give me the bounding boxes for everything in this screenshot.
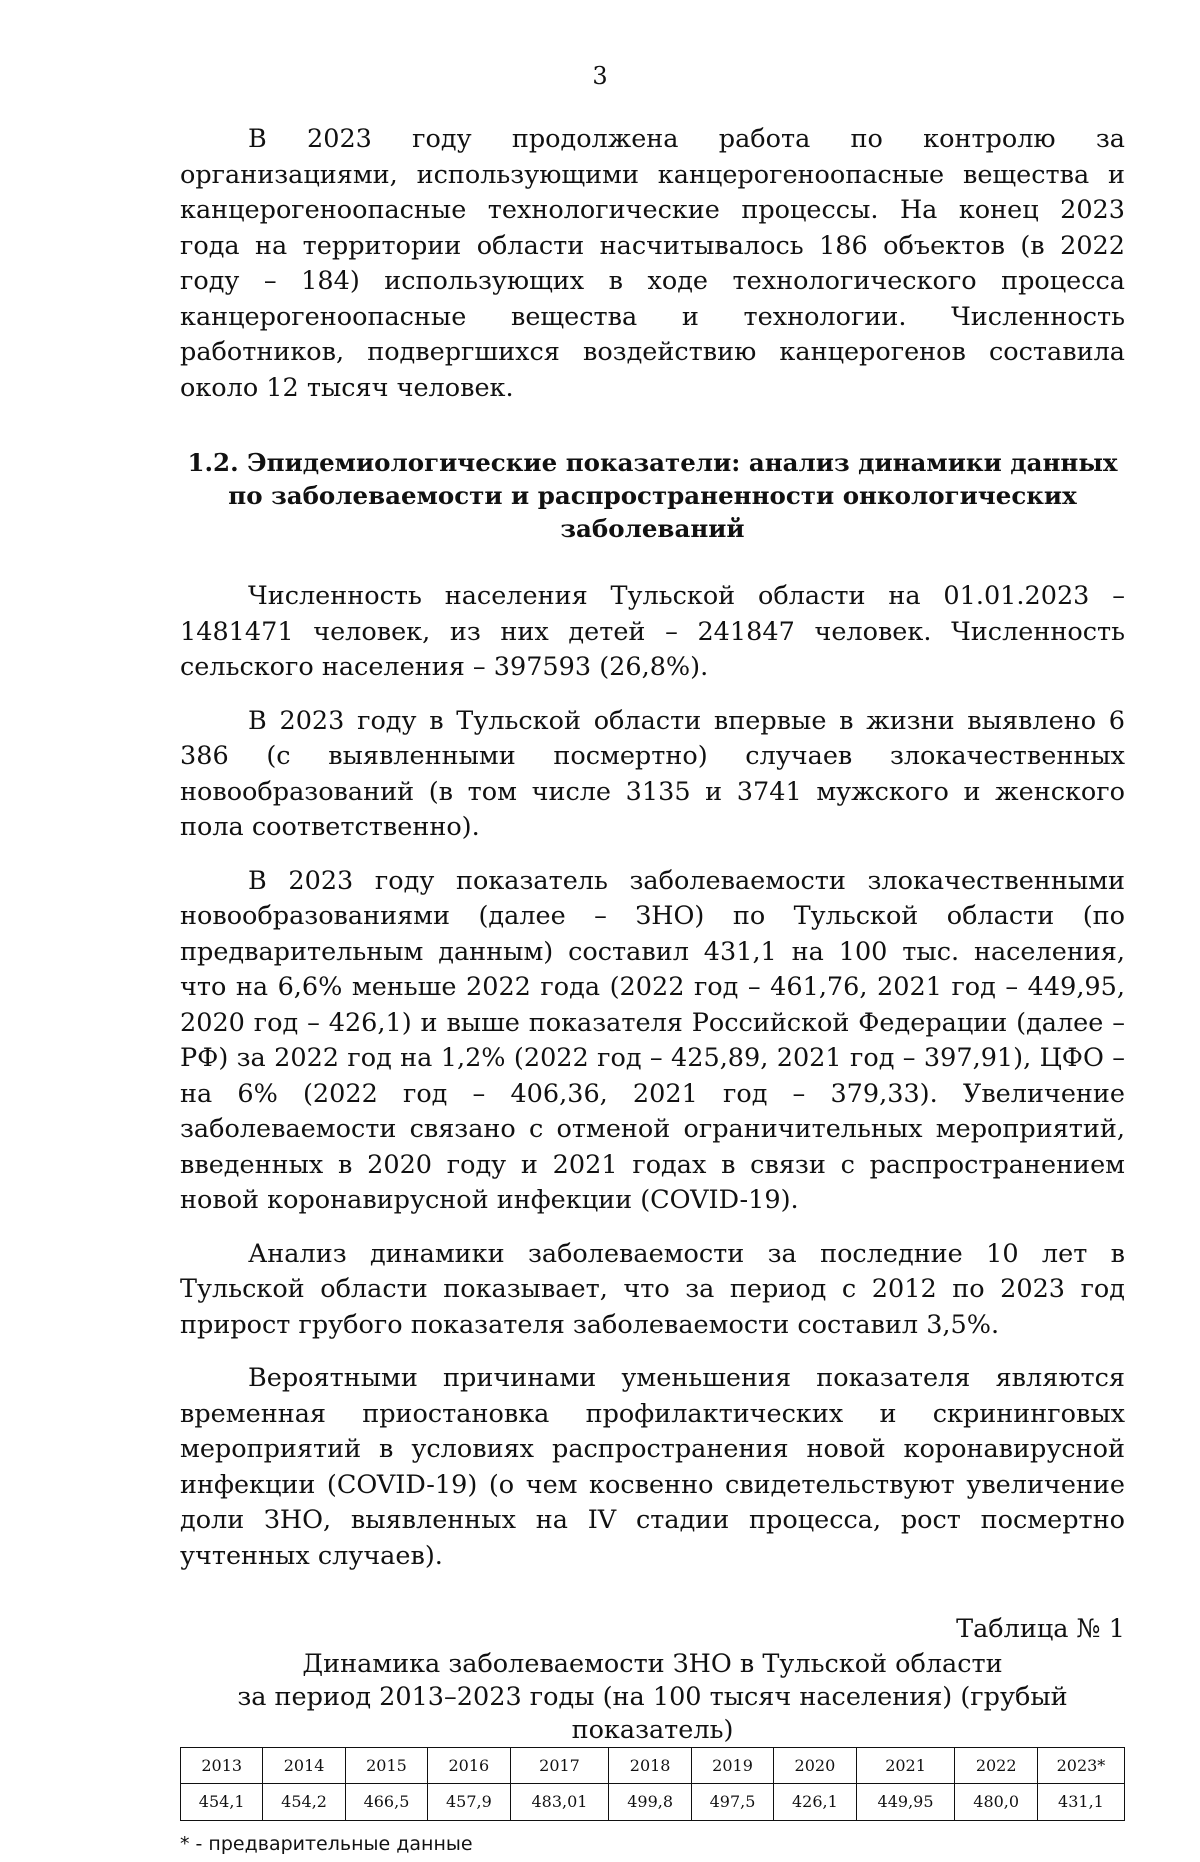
table-row (181, 1784, 1125, 1821)
table-value-cell: 426,1 (774, 1784, 856, 1821)
table-label: Таблица № 1 (180, 1612, 1125, 1648)
table-value-cell: 457,9 (428, 1784, 510, 1821)
table-year-cell: 2023* (1037, 1747, 1124, 1784)
table-year-cell: 2021 (856, 1747, 955, 1784)
table-year-cell: 2020 (774, 1747, 856, 1784)
table-year-cell: 2013 (181, 1747, 263, 1784)
table-value-cell: 454,1 (181, 1784, 263, 1821)
paragraphs-before (180, 122, 1125, 406)
table-value-cell: 497,5 (691, 1784, 773, 1821)
table-year-cell: 2017 (510, 1747, 609, 1784)
table-value-cell: 431,1 (1037, 1784, 1124, 1821)
incidence-table (180, 1747, 1125, 1821)
table-value-cell: 466,5 (345, 1784, 427, 1821)
paragraph: Вероятными причинами уменьшения показателя являются временная приостановка профилактических и скрининговых мероприятий в условиях распространения новой коронавирусной инфекции (COVID-19) (о чем косвенно свидетельствуют увеличение доли ЗНО, выявленных на IV стадии процесса, рост посмертно учтенных случаев). (180, 1361, 1125, 1574)
table-value-cell: 449,95 (856, 1784, 955, 1821)
paragraph: В 2023 году показатель заболеваемости злокачественными новообразованиями (далее – ЗНО) по Тульской области (по предварительным данным) составил 431,1 на 100 тыс. населения, что на 6,6% меньше 2022 года (2022 год – 461,76, 2021 год – 449,95, 2020 год – 426,1) и выше показателя Российской Федерации (далее – РФ) за 2022 год на 1,2% (2022 год – 425,89, 2021 год – 397,91), ЦФО – на 6% (2022 год – 406,36, 2021 год – 379,33). Увеличение заболеваемости связано с отменой ограничительных мероприятий, введенных в 2020 году и 2021 годах в связи с распространением новой коронавирусной инфекции (COVID-19). (180, 864, 1125, 1219)
table-year-cell: 2015 (345, 1747, 427, 1784)
table-value-cell: 480,0 (955, 1784, 1037, 1821)
table-title-line2: за период 2013–2023 годы (на 100 тысяч населения) (грубый показатель) (180, 1681, 1125, 1747)
section-heading-line2: по заболеваемости и распространенности онкологических заболеваний (180, 479, 1125, 545)
footnote: * - предварительные данные (180, 1827, 1125, 1862)
section-heading (180, 446, 1125, 545)
paragraphs-after (180, 579, 1125, 1574)
table-header-row (181, 1747, 1125, 1784)
paragraph: Анализ динамики заболеваемости за последние 10 лет в Тульской области показывает, что за период с 2012 по 2023 год прирост грубого показателя заболеваемости составил 3,5%. (180, 1237, 1125, 1344)
paragraph: Численность населения Тульской области на 01.01.2023 – 1481471 человек, из них детей – 241847 человек. Численность сельского населения – 397593 (26,8%). (180, 579, 1125, 686)
table-year-cell: 2018 (609, 1747, 691, 1784)
page-number: 3 (0, 62, 1200, 90)
paragraph: В 2023 году в Тульской области впервые в жизни выявлено 6 386 (с выявленными посмертно) случаев злокачественных новообразований (в том числе 3135 и 3741 мужского и женского пола соответственно). (180, 704, 1125, 846)
table-year-cell: 2019 (691, 1747, 773, 1784)
table-year-cell: 2016 (428, 1747, 510, 1784)
paragraph: В 2023 году продолжена работа по контролю за организациями, использующими канцерогеноопасные вещества и канцерогеноопасные технологические процессы. На конец 2023 года на территории области насчитывалось 186 объектов (в 2022 году – 184) использующих в ходе технологического процесса канцерогеноопасные вещества и технологии. Численность работников, подвергшихся воздействию канцерогенов составила около 12 тысяч человек. (180, 122, 1125, 406)
table-value-cell: 483,01 (510, 1784, 609, 1821)
table-value-cell: 454,2 (263, 1784, 345, 1821)
table-title (180, 1648, 1125, 1747)
section-heading-line1: 1.2. Эпидемиологические показатели: анализ динамики данных (180, 446, 1125, 479)
document-content (180, 122, 1125, 1862)
table-year-cell: 2014 (263, 1747, 345, 1784)
table-year-cell: 2022 (955, 1747, 1037, 1784)
table-title-line1: Динамика заболеваемости ЗНО в Тульской области (180, 1648, 1125, 1681)
table-value-cell: 499,8 (609, 1784, 691, 1821)
